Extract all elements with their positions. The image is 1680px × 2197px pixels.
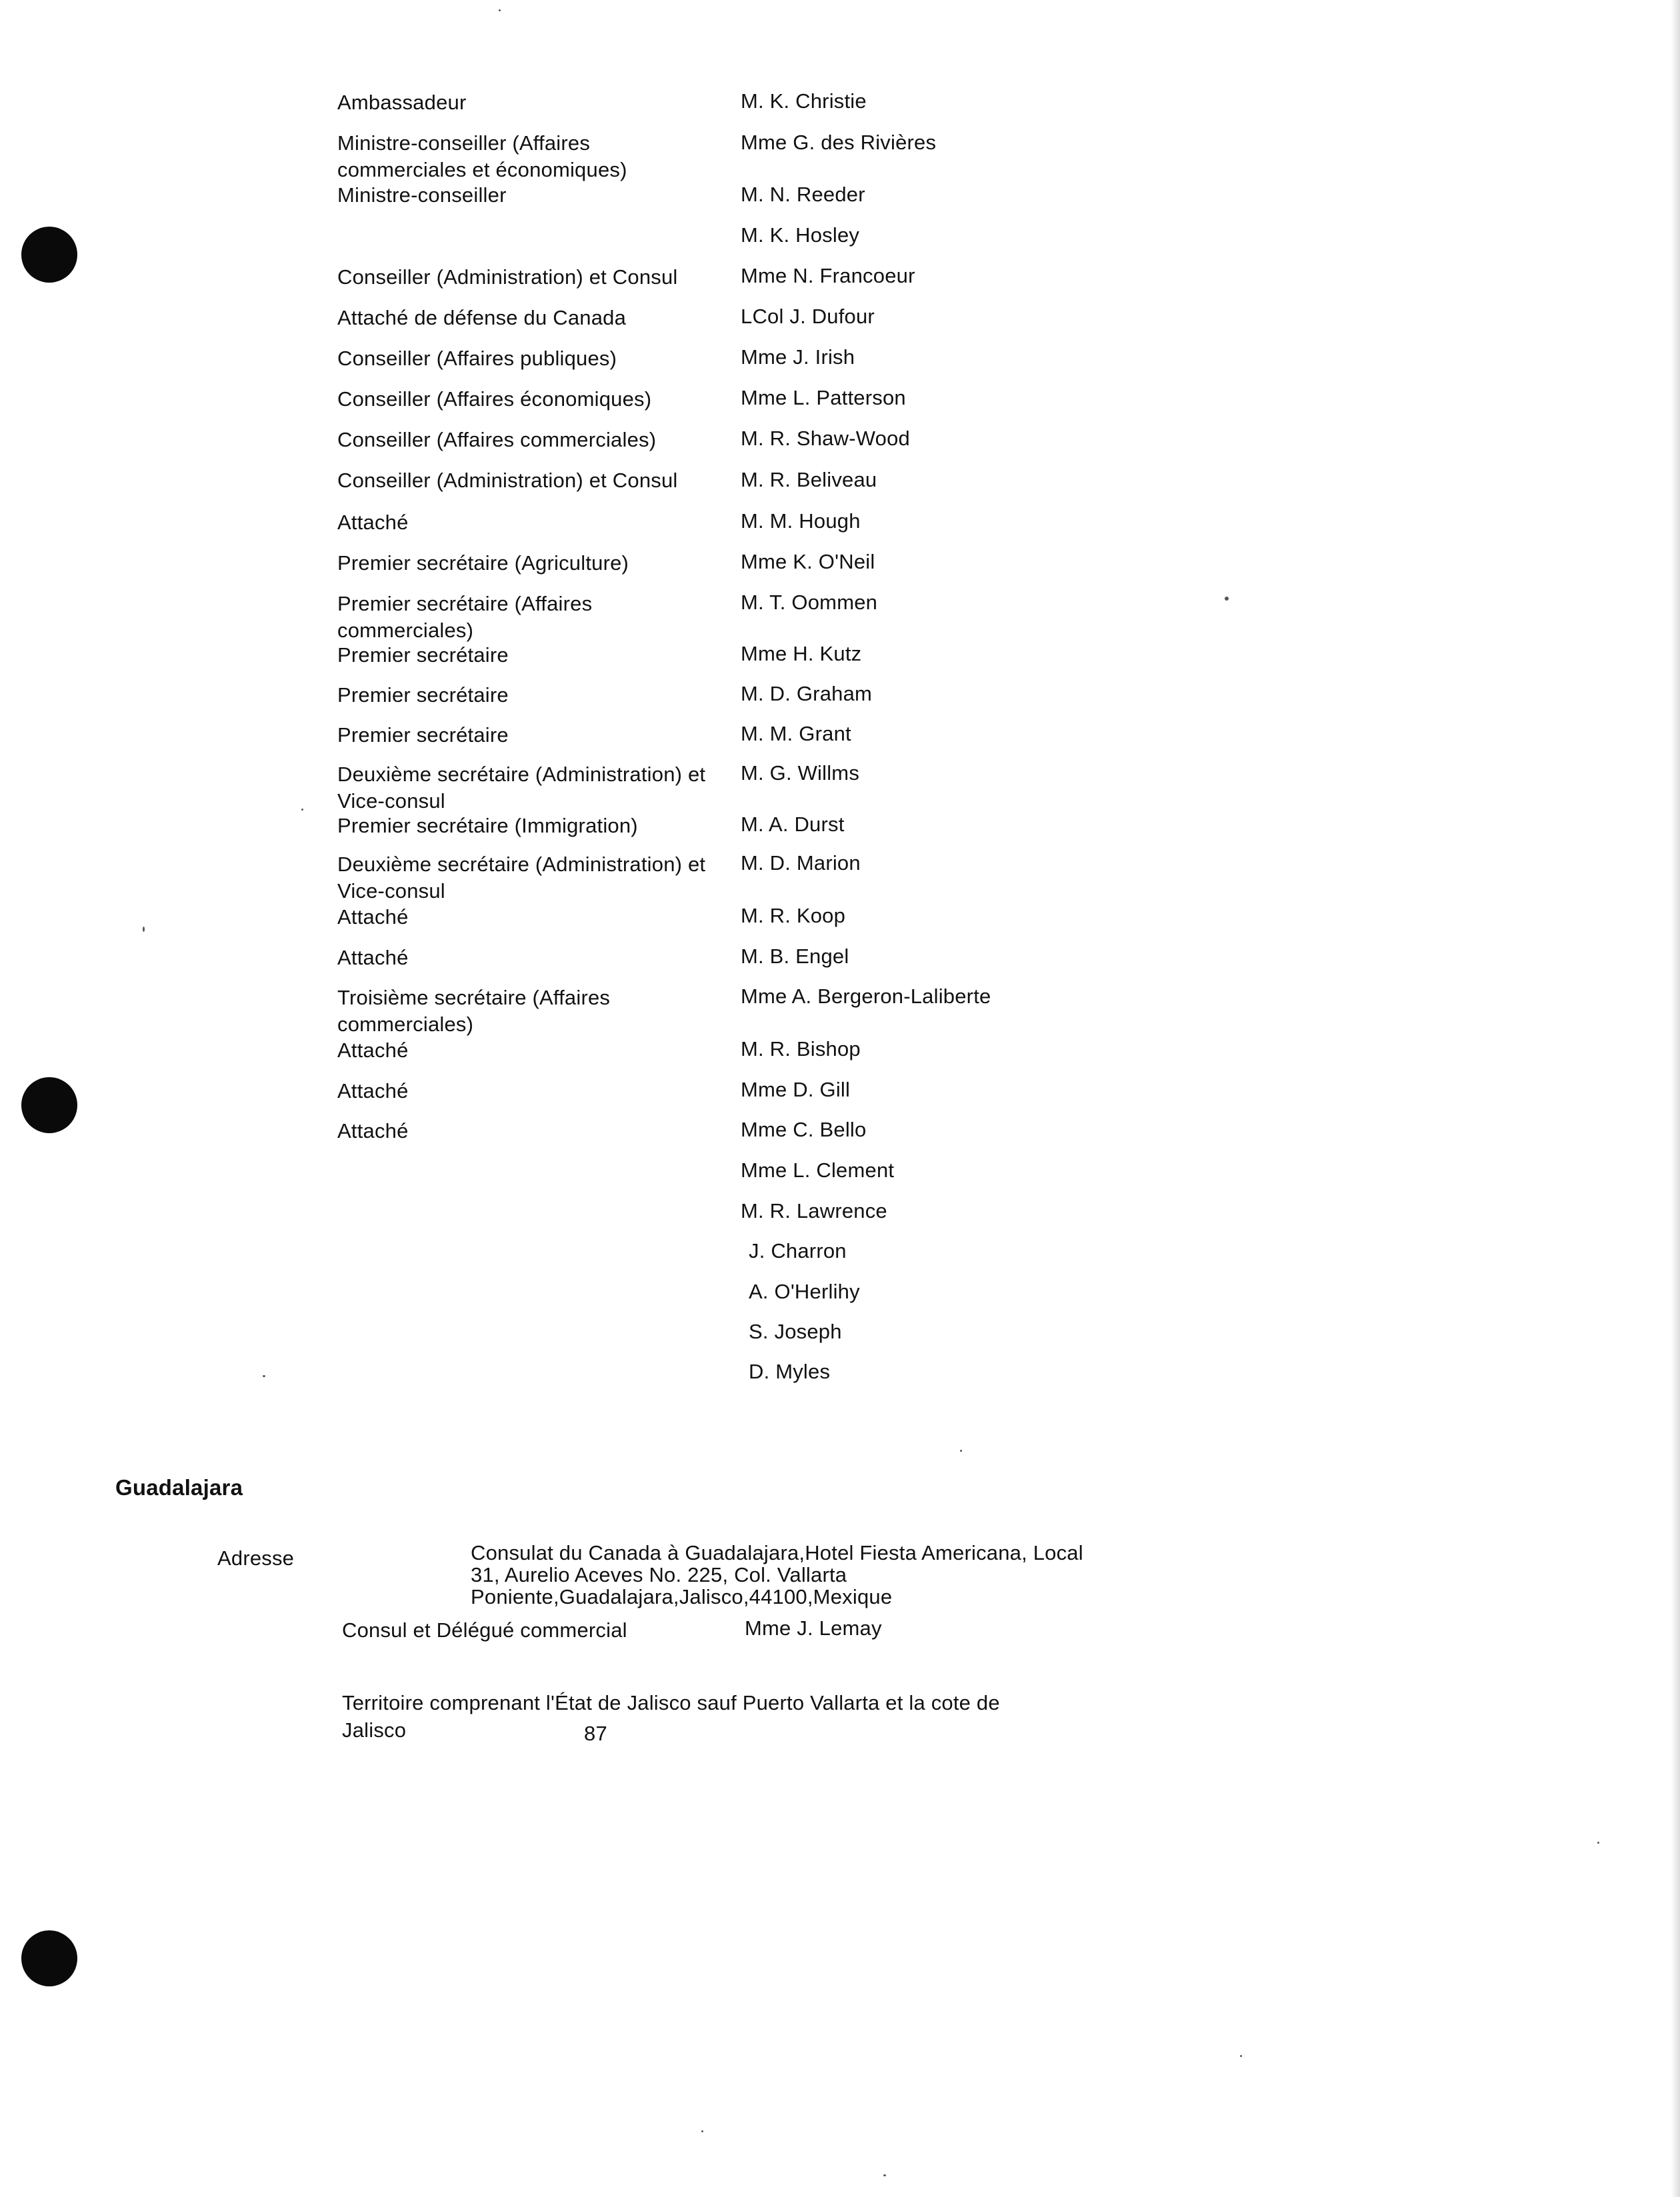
page-number: 87	[584, 1722, 607, 1745]
staff-title: Conseiller (Affaires commerciales)	[337, 428, 657, 451]
staff-name: M. K. Christie	[741, 89, 867, 113]
staff-title: Attaché	[337, 905, 409, 929]
consul-name: Mme J. Lemay	[745, 1616, 882, 1640]
staff-name: M. D. Marion	[741, 851, 861, 875]
staff-title: Troisième secrétaire (Affaires commerciales)	[337, 986, 611, 1036]
staff-name: Mme A. Bergeron-Laliberte	[741, 985, 991, 1008]
staff-title: Attaché	[337, 1079, 409, 1102]
territory-text-continued: Jalisco	[342, 1718, 407, 1742]
binder-hole-middle	[21, 1077, 77, 1133]
staff-name: M. R. Beliveau	[741, 468, 877, 491]
staff-title: Ambassadeur	[337, 91, 467, 114]
staff-name: M. M. Grant	[741, 722, 851, 745]
binder-hole-bottom	[21, 1930, 77, 1986]
staff-name: M. R. Shaw-Wood	[741, 427, 910, 450]
staff-name: Mme N. Francoeur	[741, 264, 915, 287]
territory-text: Territoire comprenant l'État de Jalisco sauf Puerto Vallarta et la cote de	[342, 1691, 1000, 1714]
staff-name: D. Myles	[749, 1360, 831, 1383]
staff-title: Premier secrétaire	[337, 683, 509, 707]
staff-title: Conseiller (Administration) et Consul	[337, 265, 678, 289]
consul-title: Consul et Délégué commercial	[342, 1618, 627, 1642]
address-text: Consulat du Canada à Guadalajara,Hotel Fiesta Americana, Local 31, Aurelio Aceves No. 225, Col. Vallarta Poniente,Guadalajara,Jalisco,44100,Mexique	[471, 1541, 1083, 1608]
address-label: Adresse	[217, 1546, 295, 1570]
staff-title: Attaché	[337, 946, 409, 969]
staff-name: M. M. Hough	[741, 509, 861, 533]
binder-hole-top	[21, 227, 77, 283]
staff-name: LCol J. Dufour	[741, 305, 875, 328]
staff-title: Premier secrétaire (Affaires commerciales)	[337, 592, 593, 642]
staff-name: M. G. Willms	[741, 761, 860, 785]
staff-name: Mme D. Gill	[741, 1078, 851, 1101]
staff-title: Premier secrétaire	[337, 643, 509, 667]
staff-name: M. T. Oommen	[741, 591, 878, 614]
staff-name: Mme C. Bello	[741, 1118, 867, 1141]
staff-title: Attaché	[337, 1119, 409, 1142]
staff-title: Attaché de défense du Canada	[337, 306, 627, 329]
staff-name: M. K. Hosley	[741, 223, 860, 247]
staff-name: M. A. Durst	[741, 813, 845, 836]
staff-title: Deuxième secrétaire (Administration) et Vice-consul	[337, 763, 706, 813]
staff-name: M. N. Reeder	[741, 183, 865, 206]
staff-title: Conseiller (Administration) et Consul	[337, 469, 678, 492]
staff-name: S. Joseph	[749, 1320, 842, 1343]
staff-title: Attaché	[337, 1039, 409, 1062]
staff-name: Mme J. Irish	[741, 345, 855, 369]
staff-name: Mme H. Kutz	[741, 642, 862, 665]
staff-title: Conseiller (Affaires économiques)	[337, 387, 652, 411]
staff-title: Conseiller (Affaires publiques)	[337, 347, 617, 370]
staff-title: Deuxième secrétaire (Administration) et Vice-consul	[337, 853, 706, 903]
staff-title: Premier secrétaire (Agriculture)	[337, 551, 629, 575]
staff-name: Mme K. O'Neil	[741, 550, 875, 573]
staff-name: Mme L. Patterson	[741, 386, 906, 409]
staff-name: Mme L. Clement	[741, 1158, 895, 1182]
staff-name: M. R. Koop	[741, 904, 846, 927]
staff-title: Premier secrétaire (Immigration)	[337, 814, 638, 837]
page-edge-shadow	[1671, 0, 1680, 2197]
staff-title: Attaché	[337, 511, 409, 534]
staff-name: J. Charron	[749, 1239, 847, 1262]
staff-title: Ministre-conseiller	[337, 183, 507, 207]
staff-name: M. D. Graham	[741, 682, 873, 705]
staff-title: Ministre-conseiller (Affaires commerciales et économiques)	[337, 131, 627, 181]
staff-name: A. O'Herlihy	[749, 1280, 860, 1303]
section-heading: Guadalajara	[115, 1475, 243, 1500]
staff-name: Mme G. des Rivières	[741, 131, 937, 154]
staff-name: M. R. Lawrence	[741, 1199, 887, 1222]
staff-title: Premier secrétaire	[337, 723, 509, 747]
staff-name: M. R. Bishop	[741, 1037, 861, 1061]
staff-name: M. B. Engel	[741, 945, 849, 968]
